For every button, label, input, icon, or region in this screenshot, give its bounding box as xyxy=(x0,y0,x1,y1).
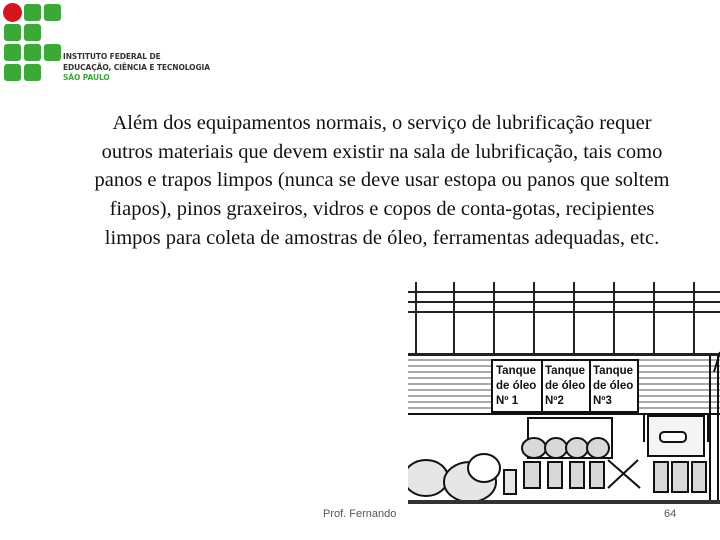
slide-body-text: Além dos equipamentos normais, o serviço de lubrificação requer outros materiais que devem existir na sala de lubrificação, tais como panos e trapos limpos (nunca se deve usar estopa ou panos que soltem fiapos), pinos graxeiros, vidros e copos de conta-gotas, recipientes limpos para coleta de amostras de óleo, ferramentas adequadas, etc. xyxy=(94,112,670,249)
tank-2-label-line-3: Nº2 xyxy=(545,395,564,407)
logo-name-line-2: EDUCAÇÃO, CIÊNCIA E TECNOLOGIA xyxy=(63,63,210,72)
logo-square xyxy=(24,44,41,61)
tank-3-label-line-1: Tanque xyxy=(593,365,634,377)
page-number: 64 xyxy=(664,508,677,520)
logo-square xyxy=(4,24,21,41)
logo-red-dot xyxy=(3,3,22,22)
footer-author: Prof. Fernando xyxy=(323,508,397,520)
logo-square xyxy=(44,4,61,21)
logo-square xyxy=(4,64,21,81)
tank-1-label-line-1: Tanque xyxy=(496,365,537,377)
logo-name-line-1: INSTITUTO FEDERAL DE xyxy=(63,52,161,61)
logo-square xyxy=(24,64,41,81)
logo-square xyxy=(24,24,41,41)
logo-square xyxy=(24,4,41,21)
logo-square xyxy=(44,44,61,61)
tank-1-label-line-2: de óleo xyxy=(496,380,537,392)
institute-logo xyxy=(0,0,210,86)
tank-2-label-line-1: Tanque xyxy=(545,365,586,377)
tank-3-label-line-3: Nº3 xyxy=(593,395,612,407)
logo-name-line-3: SÃO PAULO xyxy=(63,73,110,82)
tank-1-label-line-3: Nº 1 xyxy=(496,395,519,407)
logo-square xyxy=(4,44,21,61)
tank-2-label-line-2: de óleo xyxy=(545,380,586,392)
tank-3-label-line-2: de óleo xyxy=(593,380,634,392)
lubrication-room-illustration xyxy=(408,282,720,504)
